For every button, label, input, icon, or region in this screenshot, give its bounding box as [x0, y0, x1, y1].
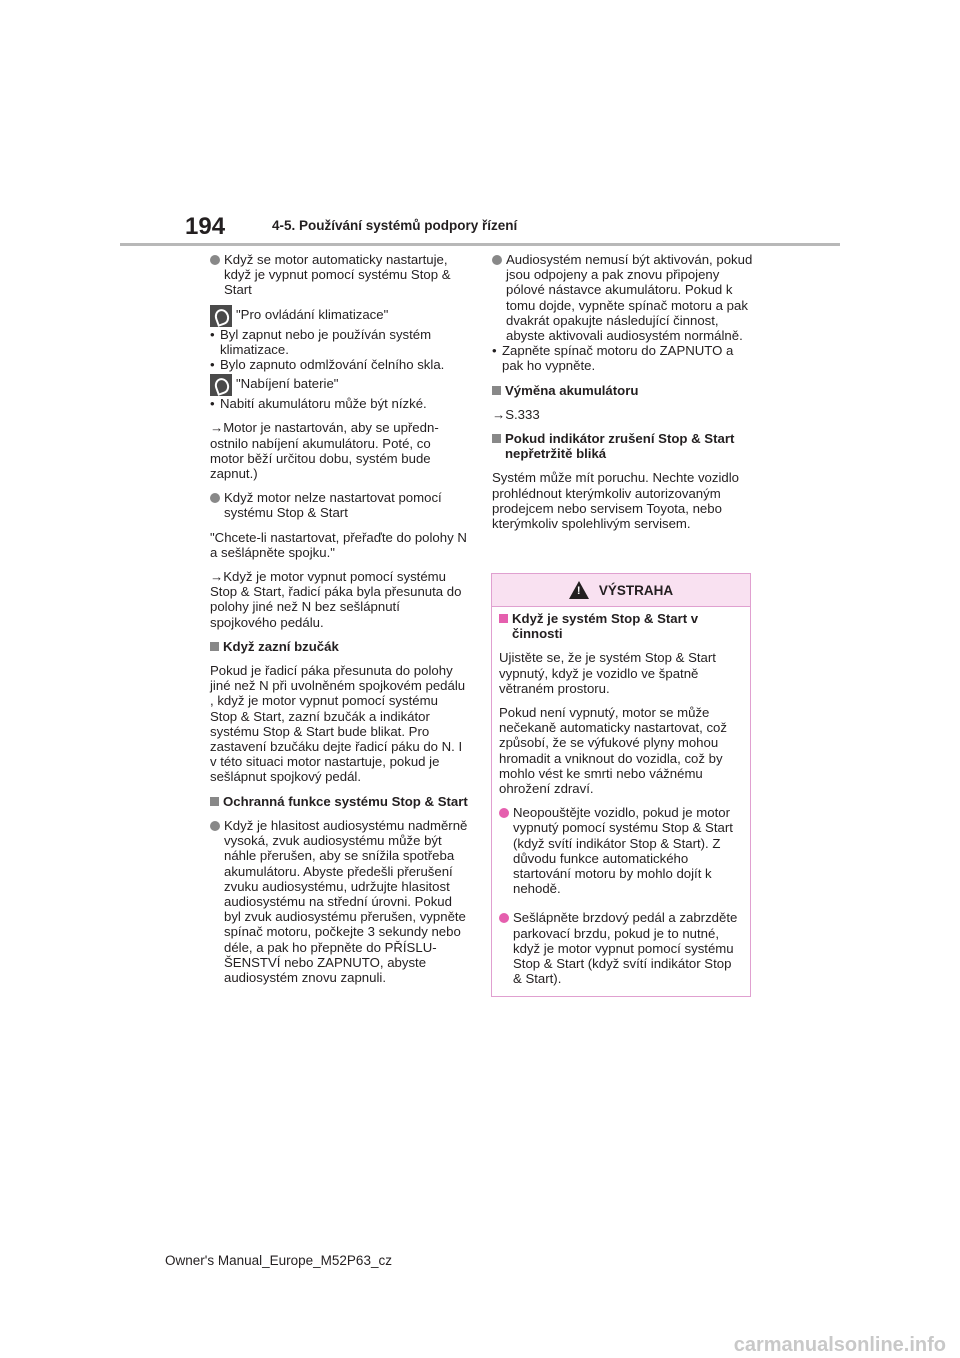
footer-doc-id: Owner's Manual_Europe_M52P63_cz	[165, 1253, 392, 1268]
left-column	[210, 252, 468, 994]
subsection-heading	[210, 639, 468, 654]
warning-header	[492, 574, 750, 607]
header-divider	[120, 243, 840, 246]
paragraph: Ujistěte se, že je systém Stop & Start vypnutý, když je vozidlo ve špatně větraném prostoru.	[499, 650, 716, 696]
heading-text: Když zazní bzučák	[223, 638, 339, 654]
bullet-dot-icon	[210, 493, 220, 503]
warning-box	[491, 573, 751, 997]
quoted-message: "Chcete-li nastartovat, přeřaďte do polohy N a sešlápněte spojku."	[210, 529, 467, 560]
arrow-note: →Když je motor vypnut pomocí systému Stop & Start, řadicí páka byla přesunuta do polohy jiné než N bez sešlápnutí spojkového pedálu.	[210, 569, 462, 630]
bullet-item	[210, 252, 468, 298]
section-square-icon	[492, 386, 501, 395]
heading-text: Když je systém Stop & Start v činnosti	[512, 611, 699, 642]
sub-item: • Zapněte spínač motoru do ZAPNUTO a pak ho vypněte.	[492, 343, 754, 373]
section-title: 4-5. Používání systémů podpory řízení	[272, 218, 518, 233]
bullet-text: Sešlápněte brzdový pedál a zabrzděte parkovací brzdu, pokud je to nutné, když je motor vypnut pomocí systému Stop & Start (když svítí indikátor Stop & Start).	[513, 910, 738, 987]
arrow-note: →Motor je nastartován, aby se upřednostnilo nabíjení akumulátoru. Poté, co motor běží určitou dobu, systém bude zapnut.)	[210, 420, 439, 482]
bullet-text: Když je hlasitost audiosystému nadměrně vysoká, zvuk audiosystému může být náhle přerušen, aby se snížila spotřeba akumulátoru. Abyste předešli přerušení zvuku audiosystému, udržujte hlasitost audiosystému na střední úrovni. Pokud byl zvuk audiosystému přerušen, vypněte spínač motoru, počkejte 3 sekundy nebo déle, a pak ho přepněte do PŘÍSLUŠENSTVÍ nebo ZAPNUTO, abyste audiosystém znovu zapnuli.	[224, 817, 468, 985]
bullet-item	[492, 252, 754, 343]
warning-triangle-icon	[569, 581, 589, 599]
subsection-heading	[492, 383, 754, 398]
bullet-text: Když se motor automaticky nastartuje, když je vypnut pomocí systému Stop & Start	[224, 252, 451, 298]
heading-text: Pokud indikátor zrušení Stop & Start nepřetržitě bliká	[505, 431, 735, 462]
paragraph: Pokud je řadicí páka přesunuta do polohy jiné než N při uvolněném spojkovém pedálu , když je motor vypnut pomocí systému Stop & Start, zazní bzučák a indikátor systému Stop & Start bude blikat. Pro zastavení bzučáku dejte řadicí páku do N. I v této situaci motor nastartuje, pokud je sešlápnut spojkový pedál.	[210, 663, 466, 785]
subsection-heading	[499, 611, 742, 641]
bullet-dot-icon	[499, 913, 509, 923]
display-message	[210, 376, 468, 396]
sub-text: Bylo zapnuto odmlžování čelního skla.	[220, 357, 445, 373]
sub-item: • Byl zapnut nebo je používán systém klimatizace.	[210, 327, 468, 357]
heading-text: Výměna akumulátoru	[505, 382, 639, 398]
section-square-icon	[499, 614, 508, 623]
display-message	[210, 307, 468, 327]
message-display-icon	[210, 374, 232, 396]
bullet-dot-icon	[210, 255, 220, 265]
bullet-dot-icon	[210, 821, 220, 831]
bullet-text: Neopouštějte vozidlo, pokud je motor vypnutý pomocí systému Stop & Start (když svítí indikátor Stop & Start). Z důvodu funkce automatického startování motoru by mohlo dojít k nehodě.	[513, 805, 733, 897]
sub-item: • Bylo zapnuto odmlžování čelního skla.	[210, 357, 445, 373]
bullet-item	[499, 910, 742, 986]
warning-title: VÝSTRAHA	[598, 582, 674, 598]
bullet-dot-icon	[492, 255, 502, 265]
message-text: "Nabíjení baterie"	[236, 376, 339, 392]
message-display-icon	[210, 305, 232, 327]
paragraph: Pokud není vypnutý, motor se může nečekaně automaticky nastartovat, což způsobí, že se výfukové plyny mohou hromadit a vniknout do vozidla, což by mohlo vést ke smrti nebo vážnému ohrožení zdraví.	[499, 705, 727, 797]
paragraph: Systém může mít poruchu. Nechte vozidlo prohlédnout kterýmkoliv autorizovaným prodejcem nebo servisem Toyota, nebo kterýmkoliv spolehlivým servisem.	[492, 470, 740, 532]
sub-item: • Nabití akumulátoru může být nízké.	[210, 396, 427, 412]
heading-text: Ochranná funkce systému Stop & Start	[223, 793, 468, 809]
section-square-icon	[492, 434, 501, 443]
bullet-text: Audiosystém nemusí být aktivován, pokud jsou odpojeny a pak znovu připojeny pólové nástavce akumulátoru. Pokud k tomu dojde, vypněte spínač motoru a pak dvakrát opakujte následující činnost, abyste aktivovali audiosystém normálně.	[506, 252, 753, 344]
sub-text: Nabití akumulátoru může být nízké.	[220, 396, 427, 412]
bullet-item	[210, 818, 468, 985]
subsection-heading	[210, 794, 468, 809]
bullet-dot-icon	[499, 808, 509, 818]
sub-text: Byl zapnut nebo je používán systém klimatizace.	[220, 326, 432, 357]
section-square-icon	[210, 642, 219, 651]
bullet-item	[499, 805, 742, 896]
page-number: 194	[185, 213, 226, 240]
watermark: carmanualsonline.info	[733, 1334, 946, 1356]
subsection-heading	[492, 431, 754, 461]
sub-text: Zapněte spínač motoru do ZAPNUTO a pak ho vypněte.	[502, 343, 734, 374]
bullet-item	[210, 490, 468, 520]
section-square-icon	[210, 797, 219, 806]
page-reference: →S.333	[492, 406, 540, 422]
bullet-text: Když motor nelze nastartovat pomocí systému Stop & Start	[224, 490, 442, 521]
message-text: "Pro ovládání klimatizace"	[236, 306, 389, 322]
right-column	[492, 252, 754, 540]
warning-body	[492, 607, 750, 986]
